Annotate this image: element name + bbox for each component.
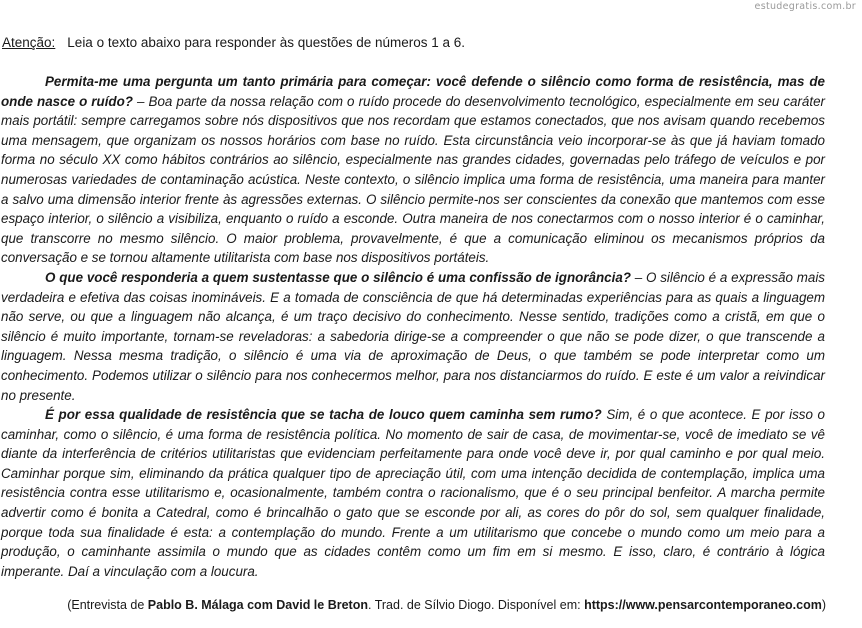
answer-1: – Boa parte da nossa relação com o ruído procede do desenvolvimento tecnológico, especialmente em seu caráter mais portátil: sempre carregamos sobre nós dispositivos que nos recordam que estamos conectados, que nos avisam quando recebemos uma mensagem, que organizam os nossos horários com base no ruído. Esta circunstância veio incorporar-se às que já haviam tomado forma no século XX como hábitos contrários ao silêncio, especialmente nas grandes cidades, governadas pelo tráfego de veículos e por numerosas variedades de contaminação acústica. Neste contexto, o silêncio implica uma forma de resistência, uma maneira para manter a salvo uma dimensão interior frente às agressões externas. O silêncio permite-nos ser conscientes da conexão que mantemos com esse espaço interior, o silêncio a visibiliza, enquanto o ruído a esconde. Outra maneira de nos conectarmos com o nosso interior é o caminhar, que transcorre no mesmo silêncio. O maior problema, provavelmente, é que a comunicação eliminou os mecanismos próprios da conversação e se tornou altamente utilitarista com base nos dispositivos portáteis. — [1, 93, 825, 266]
attention-label: Atenção: — [2, 35, 56, 50]
interview-text — [1, 72, 825, 581]
source-citation — [67, 598, 826, 612]
source-mid: . Trad. de Sílvio Diogo. Disponível em: — [367, 598, 585, 612]
question-2: O que você responderia a quem sustentasse que o silêncio é uma confissão de ignorância? — [45, 269, 631, 285]
source-open: (Entrevista de — [67, 598, 148, 612]
paragraph-2 — [1, 268, 825, 405]
attention-text: Leia o texto abaixo para responder às questões de números 1 a 6. — [67, 35, 466, 50]
source-close: ) — [821, 598, 826, 612]
answer-3: Sim, é o que acontece. E por isso o caminhar, como o silêncio, é uma forma de resistência política. No momento de sair de casa, de movimentar-se, você de imediato se vê diante da interferência de critérios utilitaristas que evidenciam perfeitamente para onde você deve ir, por qual caminho e por qual meio. Caminhar porque sim, eliminando da prática qualquer tipo de apreciação útil, com uma intenção decidida de contemplação, implica uma resistência contra esse utilitarismo e, ocasionalmente, também contra o racionalismo, que é o seu principal benfeitor. A marcha permite advertir como é bonita a Catedral, como é brincalhão o gato que se esconde por ali, as cores do pôr do sol, sem qualquer finalidade, porque toda sua finalidade é esta: a contemplação do mundo. Frente a um utilitarismo que concebe o mundo como um meio para a produção, o caminhante assimila o mundo que as cidades contêm como um fim em si mesmo. E isso, claro, é contrário à lógica imperante. Daí a vinculação com a loucura. — [1, 407, 825, 579]
question-1: Permita-me uma pergunta um tanto primária para começar: você defende o silêncio como forma de resistência, mas de onde nasce o ruído? — [1, 74, 825, 109]
source-url: https://www.pensarcontemporaneo.com — [584, 598, 822, 612]
site-watermark: estudegratis.com.br — [754, 1, 856, 12]
paragraph-1 — [1, 72, 825, 268]
paragraph-3 — [1, 405, 825, 581]
attention-instruction — [2, 35, 465, 50]
answer-2: – O silêncio é a expressão mais verdadeira e efetiva das coisas inomináveis. E a tomada de consciência de que há determinadas experiências para as quais a linguagem não serve, ou que a linguagem não alcança, é um traço decisivo do conhecimento. Nesse sentido, tradições como a cristã, em que o silêncio é muito importante, tornam-se reveladoras: a sabedoria dirige-se a compreender o que não se pode dizer, o que transcende a linguagem. Nessa mesma tradição, o silêncio é uma via de aproximação de Deus, o que também se pode interpretar como um conhecimento. Podemos utilizar o silêncio para nos conhecermos melhor, para nos distanciarmos do ruído. E este é um valor a reivindicar no presente. — [1, 269, 825, 403]
question-3: É por essa qualidade de resistência que se tacha de louco quem caminha sem rumo? — [45, 407, 602, 423]
source-interviewee: Pablo B. Málaga com David le Breton — [147, 598, 368, 612]
